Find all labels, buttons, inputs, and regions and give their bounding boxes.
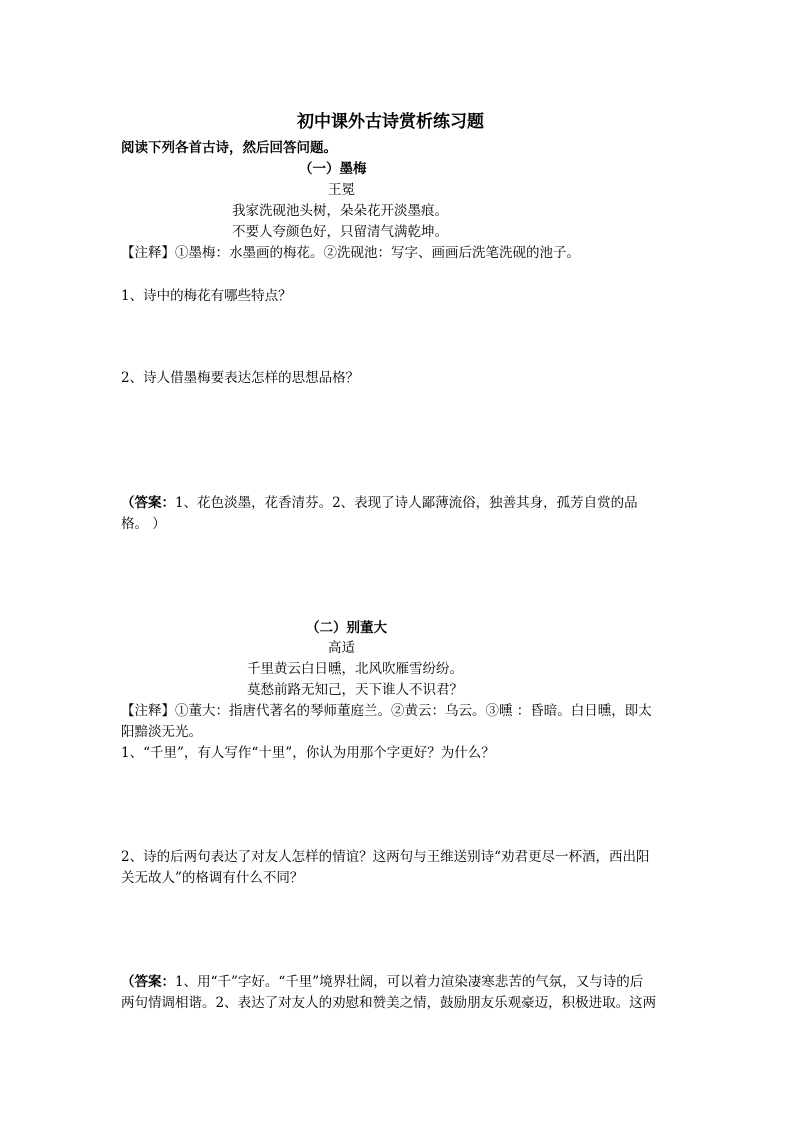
poem-1-answer-text-1: 1、花色淡墨，花香清芬。2、表现了诗人鄙薄流俗，独善其身，孤芳自赏的品: [175, 495, 638, 511]
poem-1-question-2: 2、诗人借墨梅要表达怎样的思想品格？: [121, 370, 360, 386]
poem-2-question-2-line-2: 关无故人”的格调有什么不同？: [121, 870, 304, 886]
poem-2-answer-line-1: [121, 973, 643, 991]
poem-1-heading: （一）墨梅: [299, 161, 367, 177]
poem-1-line-1: 我家洗砚池头树，朵朵花开淡墨痕。: [232, 203, 448, 219]
poem-2-heading: （二）别董大: [306, 620, 387, 636]
poem-1-note-label: 【注释】: [121, 245, 175, 261]
poem-2-note-label: 【注释】: [121, 703, 175, 719]
poem-2-answer-label: （答案：: [121, 974, 175, 990]
poem-2-note-text-1: ①董大：指唐代著名的琴师董庭兰。②黄云：乌云。③曛 ：昏暗。白日曛，即太: [175, 703, 652, 719]
poem-2-note-line-1: [121, 702, 652, 720]
poem-1-question-1: 1、诗中的梅花有哪些特点？: [121, 288, 292, 304]
poem-2-line-2: 莫愁前路无知己，天下谁人不识君？: [247, 682, 463, 698]
poem-2-line-1: 千里黄云白日曛，北风吹雁雪纷纷。: [247, 661, 463, 677]
poem-1-answer-line-1: [121, 494, 638, 512]
poem-1-author: 王冕: [328, 182, 355, 198]
poem-2-answer-line-2: 两句情调相谐。2、表达了对友人的劝慰和赞美之情，鼓励朋友乐观豪迈，积极进取。这两: [121, 995, 657, 1011]
poem-1-note: [121, 244, 580, 262]
poem-1-line-2: 不要人夸颜色好，只留清气满乾坤。: [232, 224, 448, 240]
page-title: 初中课外古诗赏析练习题: [297, 112, 484, 132]
poem-2-answer-text-1: 1、用“千”字好。“千里”境界壮阔，可以着力渲染凄寒悲苦的气氛，又与诗的后: [175, 974, 644, 990]
poem-1-answer-label: （答案：: [121, 495, 175, 511]
poem-2-question-2-line-1: 2、诗的后两句表达了对友人怎样的情谊？这两句与王维送别诗“劝君更尽一杯酒，西出阳: [121, 849, 650, 865]
poem-1-note-text: ①墨梅：水墨画的梅花。②洗砚池：写字、画画后洗笔洗砚的池子。: [175, 245, 580, 261]
poem-2-note-line-2: 阳黯淡无光。: [121, 724, 202, 740]
instruction: 阅读下列各首古诗，然后回答问题。: [121, 140, 337, 156]
poem-2-author: 高适: [328, 640, 355, 656]
poem-2-question-1: 1、“千里”，有人写作“十里”，你认为用那个字更好？为什么？: [121, 745, 495, 761]
poem-1-answer-line-2: 格。 ）: [121, 516, 166, 532]
